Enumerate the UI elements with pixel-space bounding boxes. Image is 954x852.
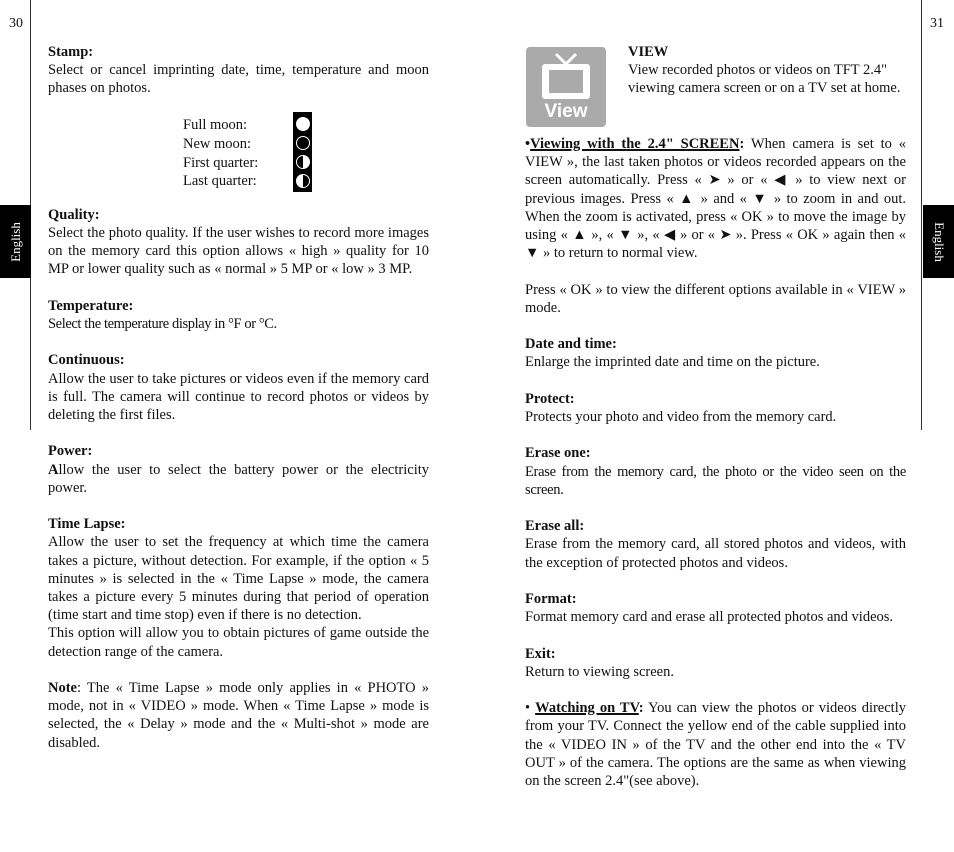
- full-moon-icon: [296, 117, 310, 131]
- protect-section: [525, 390, 906, 426]
- erase-all-text: Erase from the memory card, all stored photos and videos, with the exception of protected photos and videos.: [525, 536, 906, 571]
- continuous-section: [48, 351, 429, 424]
- arrow-right-icon: ➤: [719, 227, 732, 244]
- moon-label-new: New moon:: [183, 135, 252, 152]
- first-quarter-icon: [296, 155, 310, 169]
- right-margin-rule: [921, 0, 922, 430]
- continuous-heading: Continuous:: [48, 352, 125, 369]
- format-heading: Format:: [525, 590, 577, 607]
- time-lapse-section: [48, 515, 429, 661]
- note-text: Note: The « Time Lapse » mode only applies in « PHOTO » mode, not in « VIDEO » mode. When « Time Lapse » mode is selected, the « Delay » mode and the « Multi-shot » mode are disabled.: [48, 680, 429, 751]
- date-time-text: Enlarge the imprinted date and time on the picture.: [525, 354, 820, 371]
- protect-text: Protects your photo and video from the memory card.: [525, 409, 837, 425]
- watching-tv-section: [525, 699, 906, 790]
- arrow-left-icon: ◀: [774, 172, 789, 189]
- arrow-left-icon: ◀: [663, 227, 676, 244]
- quality-text: Select the photo quality. If the user wishes to record more images on the memory card this option allows « high » quality for 10 MP or lower quality such as « normal » 5 MP or « low » 3 MP.: [48, 225, 429, 278]
- moon-icon-strip: [293, 112, 312, 192]
- arrow-down-icon: ▼: [525, 245, 540, 262]
- view-text: View recorded photos or videos on TFT 2.4" viewing camera screen or on a TV set at home.: [628, 62, 901, 97]
- press-ok-section: [525, 281, 906, 317]
- time-lapse-heading: Time Lapse:: [48, 516, 126, 533]
- quality-section: [48, 206, 429, 279]
- time-lapse-text: Allow the user to set the frequency at which time the camera takes a picture, without detection. For example, if the option « 5 minutes » is selected in the « Time Lapse » mode, the camera takes a picture every 5 minutes during that period of operation (time start and time stop) even if there is no detection.: [48, 534, 429, 624]
- erase-all-section: [525, 517, 906, 572]
- power-heading: Power:: [48, 443, 93, 460]
- press-ok-text: Press « OK » to view the different options available in « VIEW » mode.: [525, 281, 906, 316]
- view-icon-label: View: [544, 101, 588, 122]
- continuous-text: Allow the user to take pictures or videos even if the memory card is full. The camera will continue to record photos or videos by deleting the first files.: [48, 370, 429, 423]
- time-lapse-text-2: This option will allow you to obtain pictures of game outside the detection range of the camera.: [48, 625, 429, 660]
- stamp-heading: Stamp:: [48, 44, 94, 60]
- moon-label-last-quarter: Last quarter:: [183, 173, 257, 190]
- power-section: [48, 442, 429, 497]
- erase-all-heading: Erase all:: [525, 518, 585, 535]
- arrow-up-icon: ▲: [679, 190, 696, 207]
- view-mode-icon: [526, 47, 606, 127]
- page-number-left: 30: [9, 16, 23, 31]
- date-time-section: [525, 335, 906, 371]
- last-quarter-icon: [296, 174, 310, 188]
- language-tab-left: English: [0, 205, 31, 278]
- view-intro: [628, 43, 906, 98]
- arrow-down-icon: ▼: [752, 190, 769, 207]
- format-section: [525, 590, 906, 626]
- viewing-screen-text: •Viewing with the 2.4" SCREEN: When camera is set to « VIEW », the last taken photos or videos recorded appears on the screen automatically. Press « ➤ » or « ◀ » to view next or previous images. Press « ▲ » and « ▼ » to zoom in and out. When the zoom is activated, press « OK » to move the image by using « ▲ », « ▼ », « ◀ » or « ➤ ». Press « OK » again then « ▼ » to return to normal view.: [525, 136, 907, 262]
- exit-heading: Exit:: [525, 645, 556, 662]
- erase-one-text: Erase from the memory card, the photo or the video seen on the screen.: [525, 463, 906, 498]
- arrow-right-icon: ➤: [708, 172, 721, 189]
- exit-text: Return to viewing screen.: [525, 663, 674, 680]
- temperature-section: [48, 297, 429, 333]
- view-heading: VIEW: [628, 44, 669, 60]
- stamp-section: [48, 43, 429, 98]
- moon-phase-list: [183, 116, 258, 191]
- exit-section: [525, 645, 906, 681]
- language-tab-right: English: [923, 205, 954, 278]
- right-column: [525, 135, 906, 808]
- date-time-heading: Date and time:: [525, 336, 617, 353]
- stamp-text: Select or cancel imprinting date, time, temperature and moon phases on photos.: [48, 62, 429, 97]
- page-number-right: 31: [930, 16, 944, 31]
- temperature-heading: Temperature:: [48, 297, 134, 314]
- protect-heading: Protect:: [525, 390, 575, 407]
- arrow-down-icon: ▼: [618, 227, 634, 244]
- note-section: [48, 679, 429, 752]
- new-moon-icon: [296, 136, 310, 150]
- moon-label-full: Full moon:: [183, 117, 248, 133]
- watching-tv-text: • Watching on TV: You can view the photos or videos directly from your TV. Connect the yellow end of the cable supplied into the « VIDEO IN » of the TV and the other end into the « TV OUT » of the camera. The options are the same as when viewing on the screen 2.4"(see above).: [525, 700, 906, 789]
- erase-one-heading: Erase one:: [525, 445, 591, 462]
- viewing-screen-section: [525, 135, 906, 262]
- format-text: Format memory card and erase all protected photos and videos.: [525, 609, 894, 626]
- power-text: Allow the user to select the battery power or the electricity power.: [48, 461, 429, 496]
- arrow-up-icon: ▲: [572, 227, 588, 244]
- quality-heading: Quality:: [48, 206, 100, 223]
- moon-label-first-quarter: First quarter:: [183, 154, 259, 171]
- erase-one-section: [525, 444, 906, 499]
- temperature-text: Select the temperature display in °F or °C.: [48, 316, 277, 332]
